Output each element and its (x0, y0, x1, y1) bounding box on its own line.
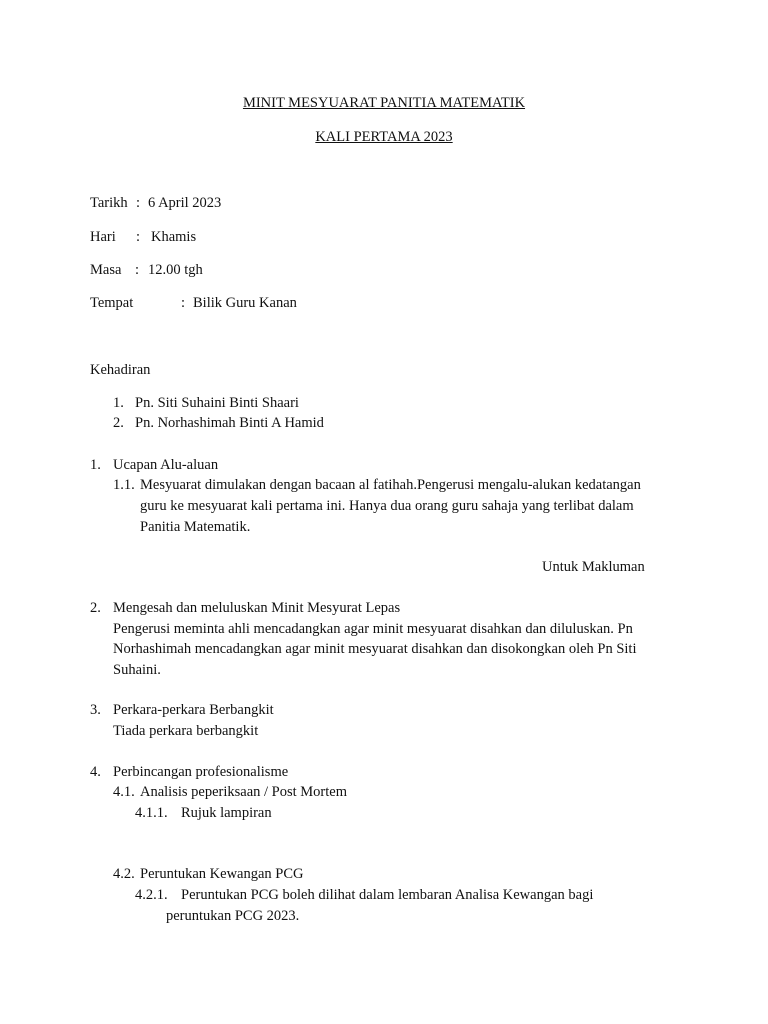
hari-colon: : (136, 229, 141, 245)
section-4-2-1-line-1: Peruntukan PCG boleh dilihat dalam lembaran Analisa Kewangan bagi (181, 887, 594, 903)
tarikh-colon: : (136, 195, 141, 211)
tarikh-value: 6 April 2023 (148, 195, 222, 211)
section-4-2-1-num: 4.2.1. (135, 887, 168, 903)
section-3-heading: Perkara-perkara Berbangkit (113, 702, 274, 718)
hari-label: Hari (90, 229, 116, 245)
section-4-1-1-num: 4.1.1. (135, 805, 168, 821)
section-2-num: 2. (90, 600, 101, 616)
attendance-num-2: 2. (113, 415, 124, 431)
section-4-1-heading: Analisis peperiksaan / Post Mortem (140, 784, 348, 800)
section-4-2-num: 4.2. (113, 866, 135, 882)
section-2-line-2: Norhashimah mencadangkan agar minit mesyuarat disahkan dan disokongkan oleh Pn Siti (113, 641, 637, 657)
masa-colon: : (135, 262, 140, 278)
section-2-line-3: Suhaini. (113, 662, 161, 678)
attendance-num-1: 1. (113, 395, 124, 411)
section-1-heading: Ucapan Alu-aluan (113, 457, 219, 473)
section-1-action: Untuk Makluman (542, 559, 645, 575)
section-3-num: 3. (90, 702, 101, 718)
section-2-line-1: Pengerusi meminta ahli mencadangkan agar minit mesyuarat disahkan dan diluluskan. Pn (113, 621, 633, 637)
tempat-label: Tempat (90, 295, 134, 311)
attendance-name-1: Pn. Siti Suhaini Binti Shaari (135, 395, 299, 411)
section-4-num: 4. (90, 764, 101, 780)
section-1-1-line-3: Panitia Matematik. (140, 519, 251, 535)
attendance-name-2: Pn. Norhashimah Binti A Hamid (135, 415, 324, 431)
section-1-1-line-2: guru ke mesyuarat kali pertama ini. Hanya dua orang guru sahaja yang terlibat dalam (140, 498, 634, 514)
attendance-heading: Kehadiran (90, 362, 151, 378)
masa-label: Masa (90, 262, 122, 278)
masa-value: 12.00 tgh (148, 262, 203, 278)
section-4-2-heading: Peruntukan Kewangan PCG (140, 866, 304, 882)
section-3-line-1: Tiada perkara berbangkit (113, 723, 259, 739)
section-1-1-line-1: Mesyuarat dimulakan dengan bacaan al fatihah.Pengerusi mengalu-alukan kedatangan (140, 477, 641, 493)
section-1-num: 1. (90, 457, 101, 473)
tempat-colon: : (181, 295, 186, 311)
section-4-heading: Perbincangan profesionalisme (113, 764, 289, 780)
tarikh-label: Tarikh (90, 195, 128, 211)
section-4-2-1-line-2: peruntukan PCG 2023. (166, 908, 300, 924)
section-4-1-1-text: Rujuk lampiran (181, 805, 272, 821)
section-1-1-num: 1.1. (113, 477, 135, 493)
document-title: MINIT MESYUARAT PANITIA MATEMATIK (242, 95, 526, 111)
section-4-1-num: 4.1. (113, 784, 135, 800)
hari-value: Khamis (151, 229, 197, 245)
section-2-heading: Mengesah dan meluluskan Minit Mesyurat Lepas (113, 600, 401, 616)
document-subtitle: KALI PERTAMA 2023 (315, 129, 453, 145)
tempat-value: Bilik Guru Kanan (193, 295, 297, 311)
